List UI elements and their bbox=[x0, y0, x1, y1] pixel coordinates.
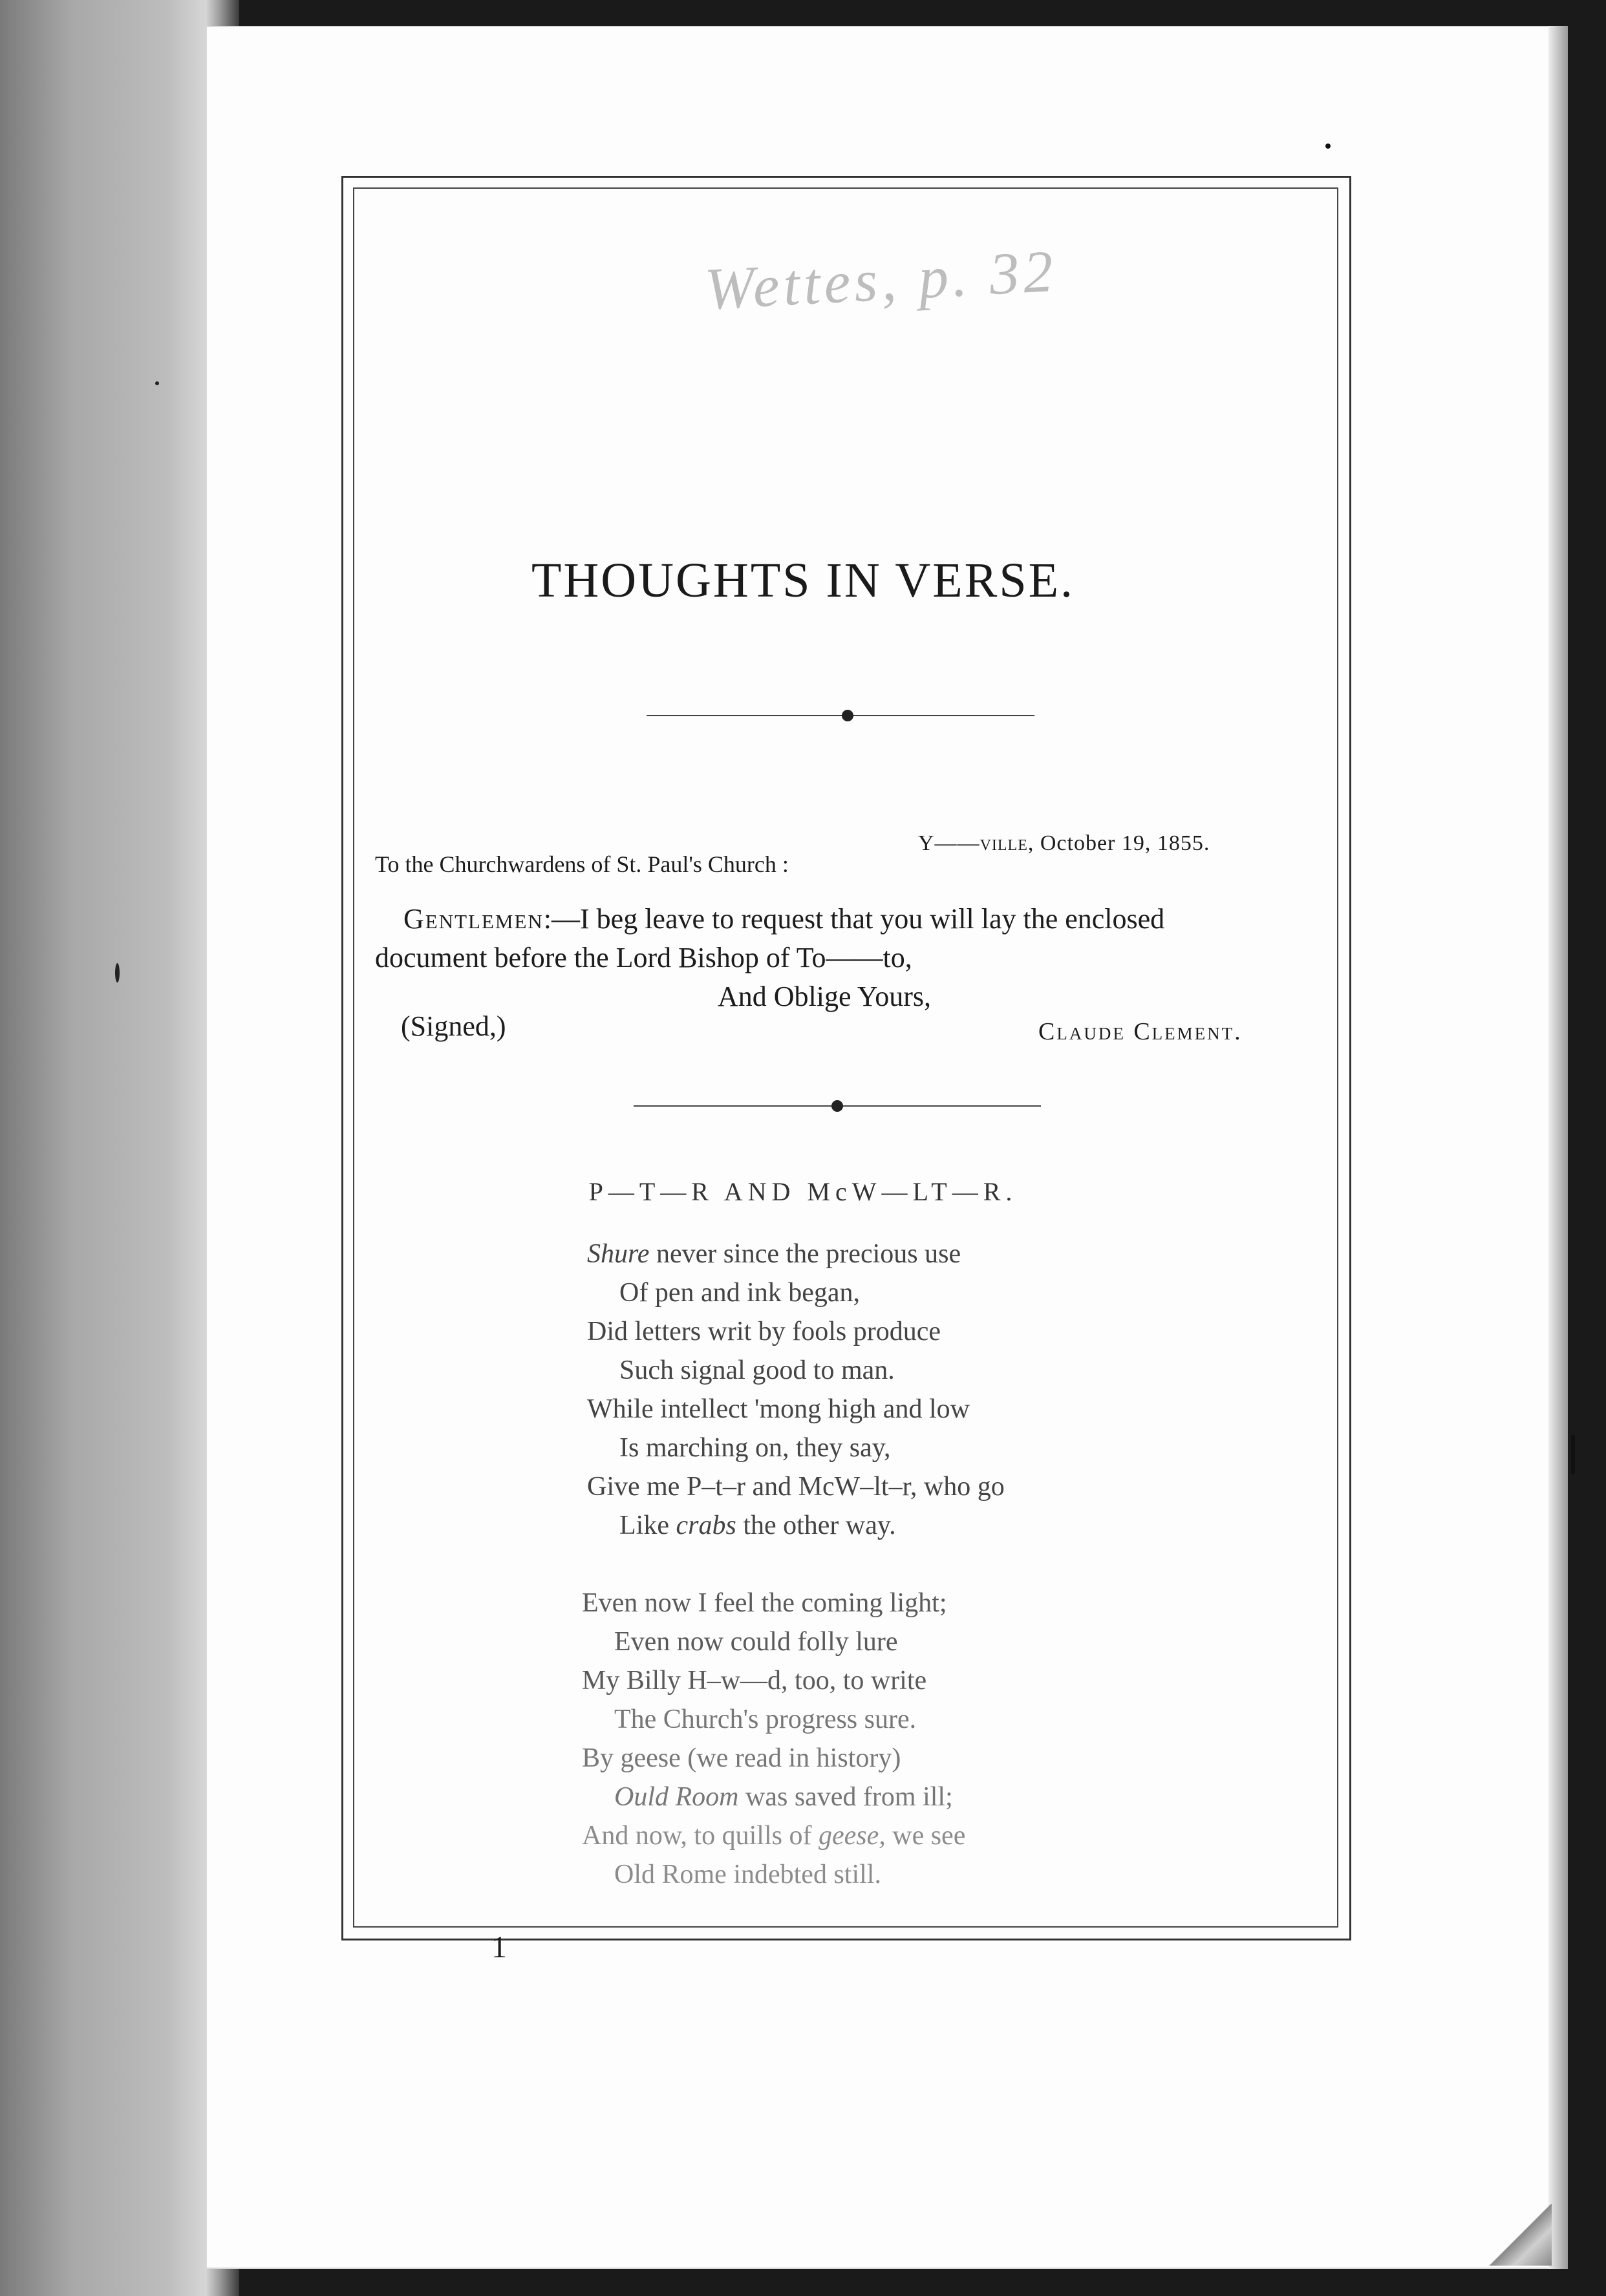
edge-mark bbox=[1571, 1435, 1575, 1474]
verse-line: Of pen and ink began, bbox=[619, 1278, 861, 1308]
body-line-1-rest: :—I beg leave to request that you will lay the enclosed bbox=[543, 903, 1165, 935]
verse-line: Did letters writ by fools produce bbox=[587, 1317, 941, 1346]
spine-speck bbox=[155, 381, 159, 385]
book-spine bbox=[0, 0, 239, 2296]
letter-closing: And Oblige Yours, bbox=[718, 981, 932, 1012]
signature: Claude Clement. bbox=[1038, 1018, 1243, 1045]
signed-label: (Signed,) bbox=[401, 1010, 506, 1042]
date-place: ville bbox=[980, 831, 1028, 855]
poem-stanza-1 bbox=[587, 1235, 1005, 1545]
rule-ornament-icon bbox=[842, 710, 853, 721]
page-title: THOUGHTS IN VERSE. bbox=[531, 553, 1075, 608]
verse-line: Even now I feel the coming light; bbox=[582, 1588, 947, 1618]
letter-body bbox=[375, 900, 1164, 977]
poem-title: P—T—R AND McW—LT—R. bbox=[588, 1177, 1018, 1206]
verse-line: Ould Room was saved from ill; bbox=[614, 1782, 953, 1812]
page-edge bbox=[1548, 26, 1568, 2269]
date-rest: , October 19, 1855. bbox=[1027, 831, 1210, 855]
verse-line: And now, to quills of geese, we see bbox=[582, 1821, 966, 1851]
page-speck bbox=[1325, 144, 1331, 149]
verse-line: Such signal good to man. bbox=[619, 1355, 895, 1385]
page-number: 1 bbox=[491, 1930, 507, 1964]
letter-body-line-2: document before the Lord Bishop of To——to, bbox=[375, 942, 912, 973]
verse-line: Is marching on, they say, bbox=[619, 1433, 891, 1463]
verse-line: The Church's progress sure. bbox=[614, 1705, 917, 1734]
letter-dateline bbox=[918, 831, 1210, 856]
verse-line: Old Rome indebted still. bbox=[614, 1860, 881, 1889]
letter-recipient: To the Churchwardens of St. Paul's Church : bbox=[375, 851, 789, 877]
handwritten-annotation: Wettes, p. 32 bbox=[703, 237, 1059, 323]
verse-line: Like crabs the other way. bbox=[619, 1511, 896, 1540]
salutation: Gentlemen bbox=[403, 903, 544, 935]
verse-line: While intellect 'mong high and low bbox=[587, 1394, 970, 1424]
rule-ornament-icon bbox=[831, 1100, 843, 1112]
verse-line: By geese (we read in history) bbox=[582, 1743, 901, 1773]
verse-line-rest: never since the precious use bbox=[649, 1239, 961, 1269]
date-prefix: Y—— bbox=[918, 831, 980, 855]
letter-body-line-1 bbox=[375, 900, 1164, 939]
page-corner-curl bbox=[1487, 2204, 1552, 2266]
verse-line: Give me P–t–r and McW–lt–r, who go bbox=[587, 1472, 1005, 1502]
spine-mark bbox=[115, 963, 120, 983]
verse-line: My Billy H–w—d, too, to write bbox=[582, 1666, 927, 1695]
poem-stanza-2 bbox=[582, 1584, 965, 1894]
verse-line: Shure never since the precious use bbox=[587, 1239, 961, 1269]
verse-line: Even now could folly lure bbox=[614, 1627, 898, 1657]
ornamental-rule bbox=[647, 715, 1034, 716]
